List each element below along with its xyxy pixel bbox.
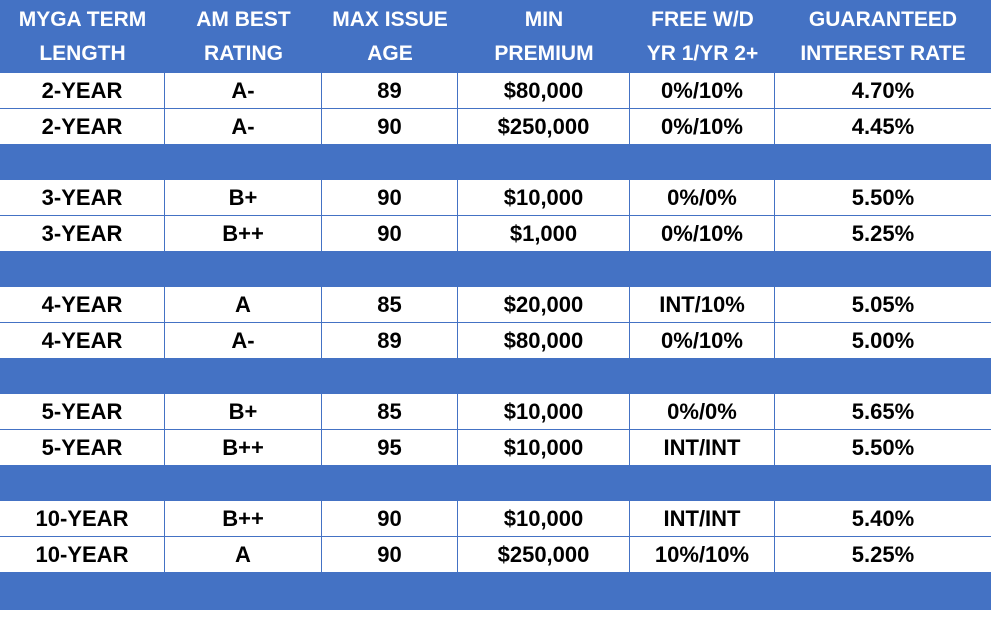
table-row <box>0 323 991 359</box>
cell-free-withdrawal: 0%/10% <box>630 109 775 144</box>
cell-am-best-rating: A- <box>165 323 322 358</box>
cell-am-best-rating: A <box>165 287 322 322</box>
table-row <box>0 537 991 573</box>
group-separator <box>0 466 991 501</box>
group-separator <box>0 145 991 180</box>
group-separator <box>0 359 991 394</box>
header-max-issue-age: MAX ISSUE AGE <box>332 7 448 65</box>
cell-max-issue-age: 85 <box>322 287 458 322</box>
cell-min-premium: $80,000 <box>458 73 630 108</box>
cell-guaranteed-rate: 5.65% <box>851 398 915 424</box>
cell-guaranteed-rate: 4.70% <box>851 77 915 103</box>
cell-max-issue-age: 89 <box>322 73 458 108</box>
cell-max-issue-age: 90 <box>322 216 458 251</box>
cell-min-premium: $250,000 <box>458 109 630 144</box>
cell-free-withdrawal: INT/INT <box>630 430 775 465</box>
cell-min-premium: $20,000 <box>458 287 630 322</box>
table-row <box>0 394 991 430</box>
cell-max-issue-age: 95 <box>322 430 458 465</box>
header-min-premium: MIN PREMIUM <box>494 7 594 65</box>
cell-am-best-rating: A <box>165 537 322 572</box>
cell-am-best-rating: A- <box>165 109 322 144</box>
cell-free-withdrawal: 10%/10% <box>630 537 775 572</box>
cell-guaranteed-rate: 4.45% <box>851 113 915 139</box>
table-row <box>0 287 991 323</box>
table-row <box>0 180 991 216</box>
cell-min-premium: $250,000 <box>458 537 630 572</box>
header-am-best-rating: AM BEST RATING <box>196 7 291 65</box>
cell-free-withdrawal: INT/INT <box>630 501 775 536</box>
cell-free-withdrawal: 0%/0% <box>630 394 775 429</box>
cell-max-issue-age: 90 <box>322 180 458 215</box>
cell-max-issue-age: 90 <box>322 537 458 572</box>
cell-guaranteed-rate: 5.25% <box>851 220 915 246</box>
cell-term-length: 4-YEAR <box>0 323 165 358</box>
cell-free-withdrawal: 0%/10% <box>630 73 775 108</box>
table-header <box>0 0 991 73</box>
cell-am-best-rating: A- <box>165 73 322 108</box>
cell-am-best-rating: B+ <box>165 180 322 215</box>
cell-term-length: 2-YEAR <box>0 109 165 144</box>
cell-term-length: 2-YEAR <box>0 73 165 108</box>
cell-am-best-rating: B++ <box>165 216 322 251</box>
cell-term-length: 4-YEAR <box>0 287 165 322</box>
cell-min-premium: $10,000 <box>458 180 630 215</box>
cell-guaranteed-rate: 5.05% <box>851 291 915 317</box>
cell-free-withdrawal: 0%/10% <box>630 323 775 358</box>
table-row <box>0 501 991 537</box>
header-free-withdrawal: FREE W/D YR 1/YR 2+ <box>646 7 759 65</box>
cell-min-premium: $80,000 <box>458 323 630 358</box>
cell-free-withdrawal: INT/10% <box>630 287 775 322</box>
cell-guaranteed-rate: 5.40% <box>851 505 915 531</box>
cell-free-withdrawal: 0%/10% <box>630 216 775 251</box>
cell-am-best-rating: B+ <box>165 394 322 429</box>
cell-term-length: 3-YEAR <box>0 180 165 215</box>
cell-min-premium: $10,000 <box>458 430 630 465</box>
cell-guaranteed-rate: 5.50% <box>851 434 915 460</box>
group-separator <box>0 573 991 610</box>
cell-max-issue-age: 90 <box>322 501 458 536</box>
cell-am-best-rating: B++ <box>165 430 322 465</box>
header-guaranteed-rate: GUARANTEED INTEREST RATE <box>800 7 966 65</box>
cell-max-issue-age: 89 <box>322 323 458 358</box>
cell-term-length: 5-YEAR <box>0 430 165 465</box>
cell-free-withdrawal: 0%/0% <box>630 180 775 215</box>
table-row <box>0 430 991 466</box>
cell-max-issue-age: 90 <box>322 109 458 144</box>
table-row <box>0 73 991 109</box>
table-row <box>0 216 991 252</box>
cell-term-length: 3-YEAR <box>0 216 165 251</box>
cell-min-premium: $10,000 <box>458 394 630 429</box>
cell-term-length: 10-YEAR <box>0 501 165 536</box>
cell-am-best-rating: B++ <box>165 501 322 536</box>
cell-min-premium: $10,000 <box>458 501 630 536</box>
table-row <box>0 109 991 145</box>
cell-guaranteed-rate: 5.00% <box>851 327 915 353</box>
cell-max-issue-age: 85 <box>322 394 458 429</box>
cell-guaranteed-rate: 5.25% <box>851 541 915 567</box>
cell-min-premium: $1,000 <box>458 216 630 251</box>
group-separator <box>0 252 991 287</box>
header-term-length: MYGA TERM LENGTH <box>18 7 147 65</box>
cell-term-length: 10-YEAR <box>0 537 165 572</box>
cell-term-length: 5-YEAR <box>0 394 165 429</box>
cell-guaranteed-rate: 5.50% <box>851 184 915 210</box>
